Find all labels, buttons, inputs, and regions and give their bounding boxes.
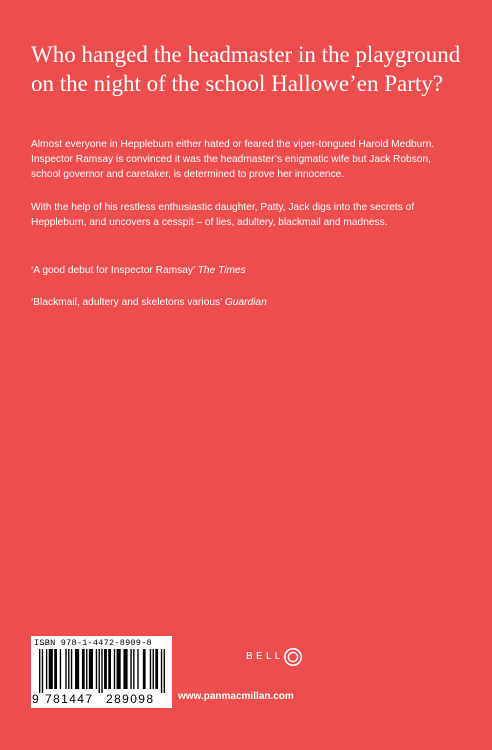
- barcode-bar: [46, 649, 47, 689]
- barcode-bar: [114, 649, 115, 689]
- barcode-bar: [137, 649, 138, 689]
- barcode-bar: [161, 649, 162, 693]
- review-quote-1: [31, 263, 451, 278]
- barcode-bar: [117, 649, 121, 689]
- barcode-bar: [60, 649, 61, 689]
- barcode-bar: [101, 649, 102, 693]
- blurb-paragraph-1: Almost everyone in Heppleburn either hated or feared the viper-tongued Harold Medburn. Inspector Ramsay is convinced it was the headmaster’s enigmatic wife but Jack Robson, school governor and caretaker, is determined to prove her innocence.: [31, 139, 435, 180]
- barcode-bar: [104, 649, 107, 689]
- review-quote-1-source: The Times: [197, 265, 246, 276]
- barcode-bar: [108, 649, 111, 689]
- barcode-bar: [86, 649, 87, 689]
- barcode-digit-first: 9: [32, 692, 39, 706]
- blurb-paragraph-2: With the help of his restless enthusiastic daughter, Patty, Jack digs into the secrets of Heppleburn, and uncovers a cesspit – of lies, adultery, blackmail and madness.: [31, 202, 415, 228]
- barcode-bar: [143, 649, 146, 689]
- barcode: [31, 636, 172, 708]
- barcode-bar: [130, 649, 131, 689]
- publisher-website: www.panmacmillan.com: [178, 691, 294, 702]
- barcode-bar: [49, 649, 53, 689]
- publisher-logo-text: BELL: [246, 651, 284, 662]
- barcode-digit-group-2: 289098: [106, 692, 155, 706]
- barcode-bar: [71, 649, 72, 689]
- barcode-bar: [54, 649, 57, 689]
- review-quote-1-text: ‘A good debut for Inspector Ramsay’: [31, 265, 195, 276]
- barcode-bar: [39, 649, 40, 693]
- barcode-bar: [153, 649, 154, 689]
- bello-circle-icon: [283, 647, 303, 667]
- barcode-bar: [164, 649, 165, 693]
- barcode-bars: [39, 649, 165, 693]
- review-quote-2: [31, 295, 451, 310]
- barcode-bar: [133, 649, 134, 689]
- barcode-bar: [82, 649, 85, 689]
- barcode-bar: [68, 649, 69, 689]
- barcode-bar: [150, 649, 151, 689]
- barcode-bar: [42, 649, 43, 693]
- barcode-digit-group-1: 781447: [45, 692, 94, 706]
- review-quote-2-text: ‘Blackmail, adultery and skeletons various’: [31, 297, 223, 308]
- barcode-bar: [155, 649, 158, 689]
- barcode-bar: [65, 649, 66, 689]
- headline: Who hanged the headmaster in the playground on the night of the school Hallowe’en Party?: [31, 42, 461, 96]
- barcode-bar: [96, 649, 97, 689]
- review-quote-2-source: Guardian: [224, 297, 267, 308]
- barcode-bar: [123, 649, 127, 689]
- barcode-bar: [75, 649, 79, 689]
- barcode-bar: [99, 649, 100, 693]
- publisher-logo: [246, 646, 306, 670]
- isbn-label: ISBN 978-1-4472-8909-8: [34, 638, 152, 648]
- barcode-bar: [89, 649, 93, 689]
